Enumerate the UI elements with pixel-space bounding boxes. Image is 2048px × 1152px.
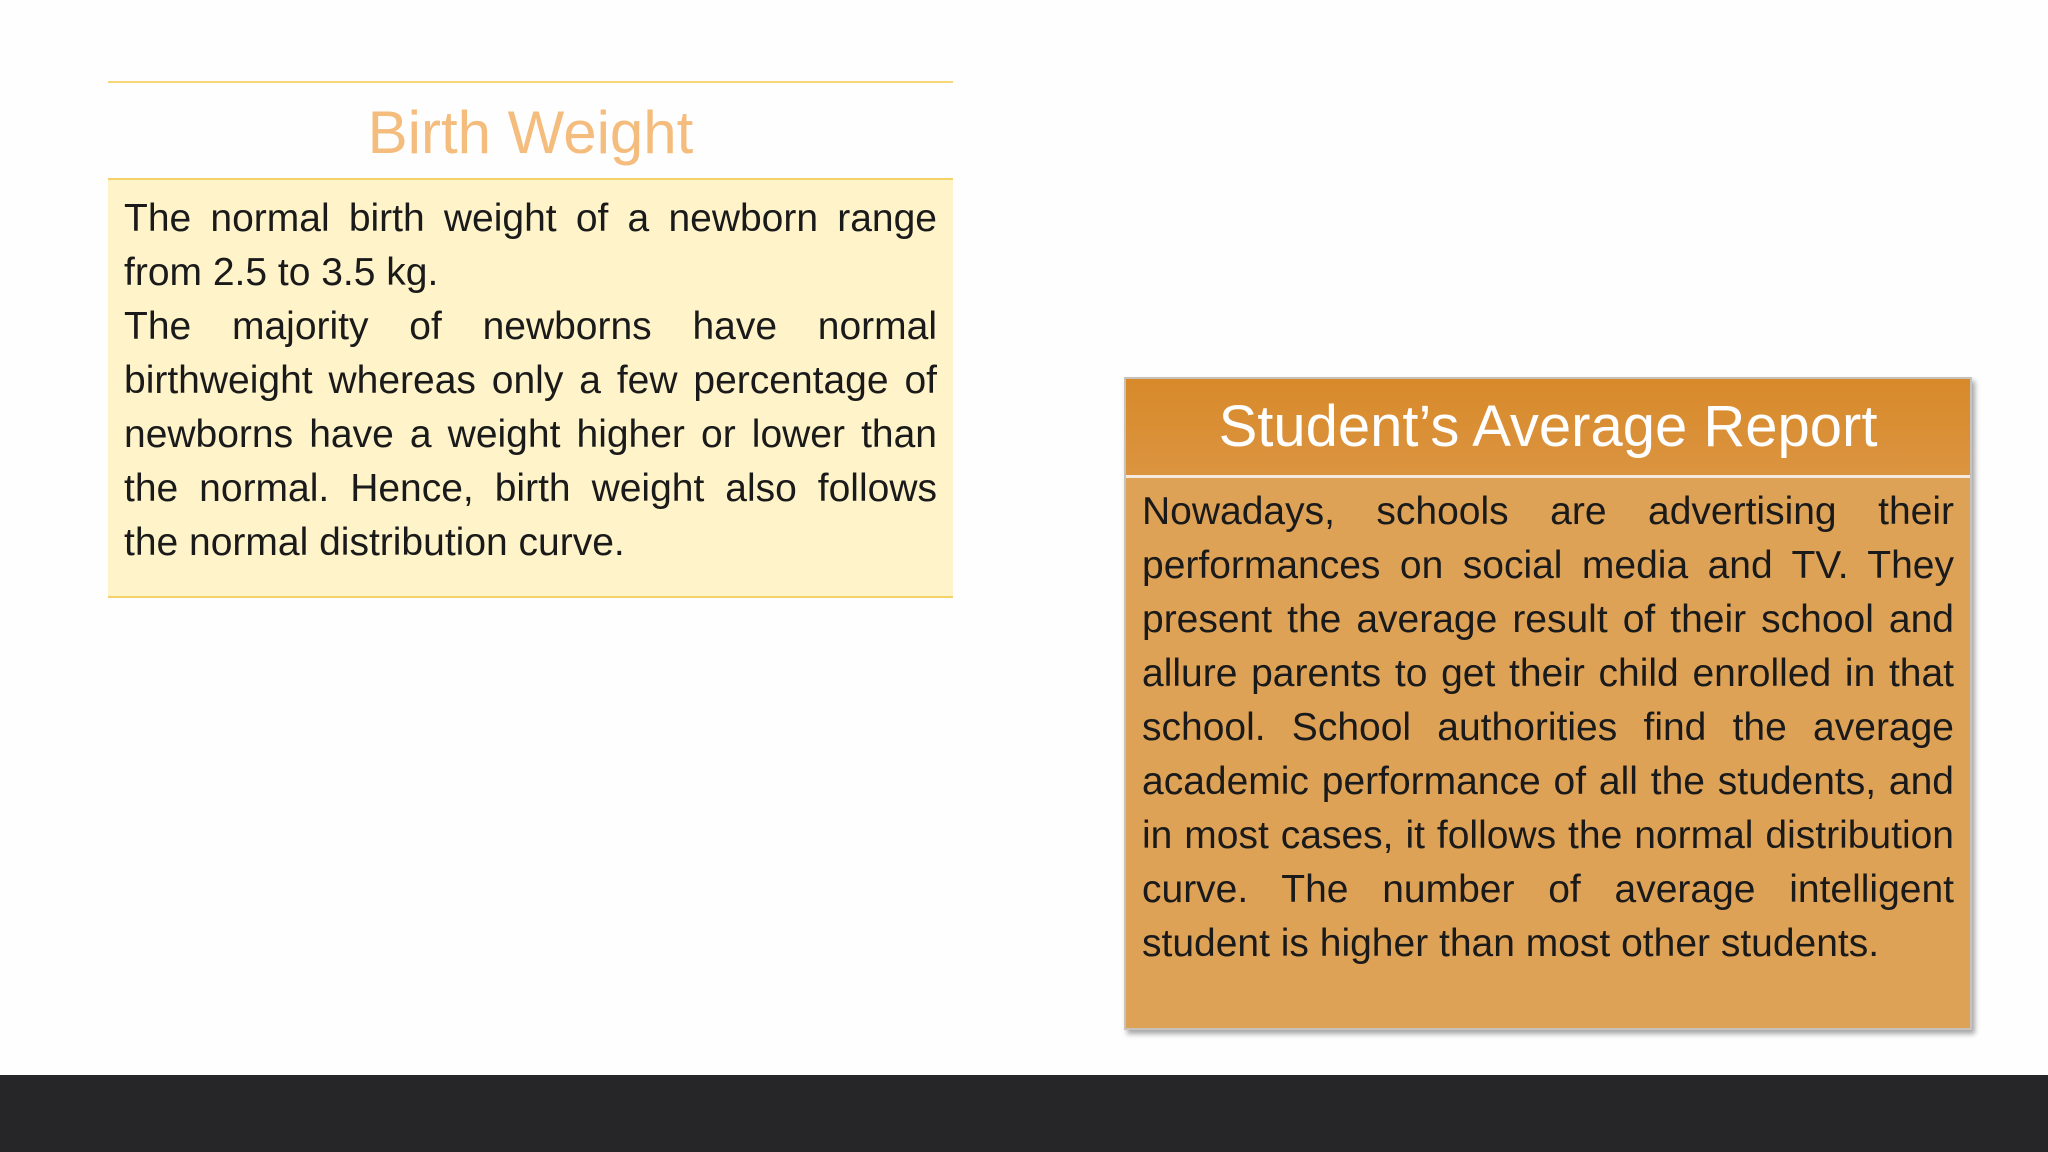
birth-weight-text-box — [108, 178, 953, 598]
top-divider — [108, 81, 953, 83]
bottom-bar — [0, 1075, 2048, 1152]
student-report-section — [1124, 377, 1972, 1030]
birth-weight-title: Birth Weight — [367, 99, 694, 166]
birth-weight-body — [124, 192, 937, 570]
student-report-body: Nowadays, schools are advertising their performances on social media and TV. They present the average result of their school and allure parents to get their child enrolled in that school. School authorities find the average academic performance of all the students, and in most cases, it follows the normal distribution curve. The number of average intelligent student is higher than most other students. — [1142, 490, 1954, 965]
birth-weight-section — [108, 81, 953, 599]
birth-weight-paragraph-2: The majority of newborns have normal birthweight whereas only a few percentage of newborns have a weight higher or lower than the normal. Hence, birth weight also follows the normal distribution curve. — [124, 305, 937, 564]
student-report-title: Student’s Average Report — [1218, 394, 1878, 459]
student-report-header — [1126, 379, 1970, 478]
birth-weight-paragraph-1: The normal birth weight of a newborn range from 2.5 to 3.5 kg. — [124, 197, 937, 294]
